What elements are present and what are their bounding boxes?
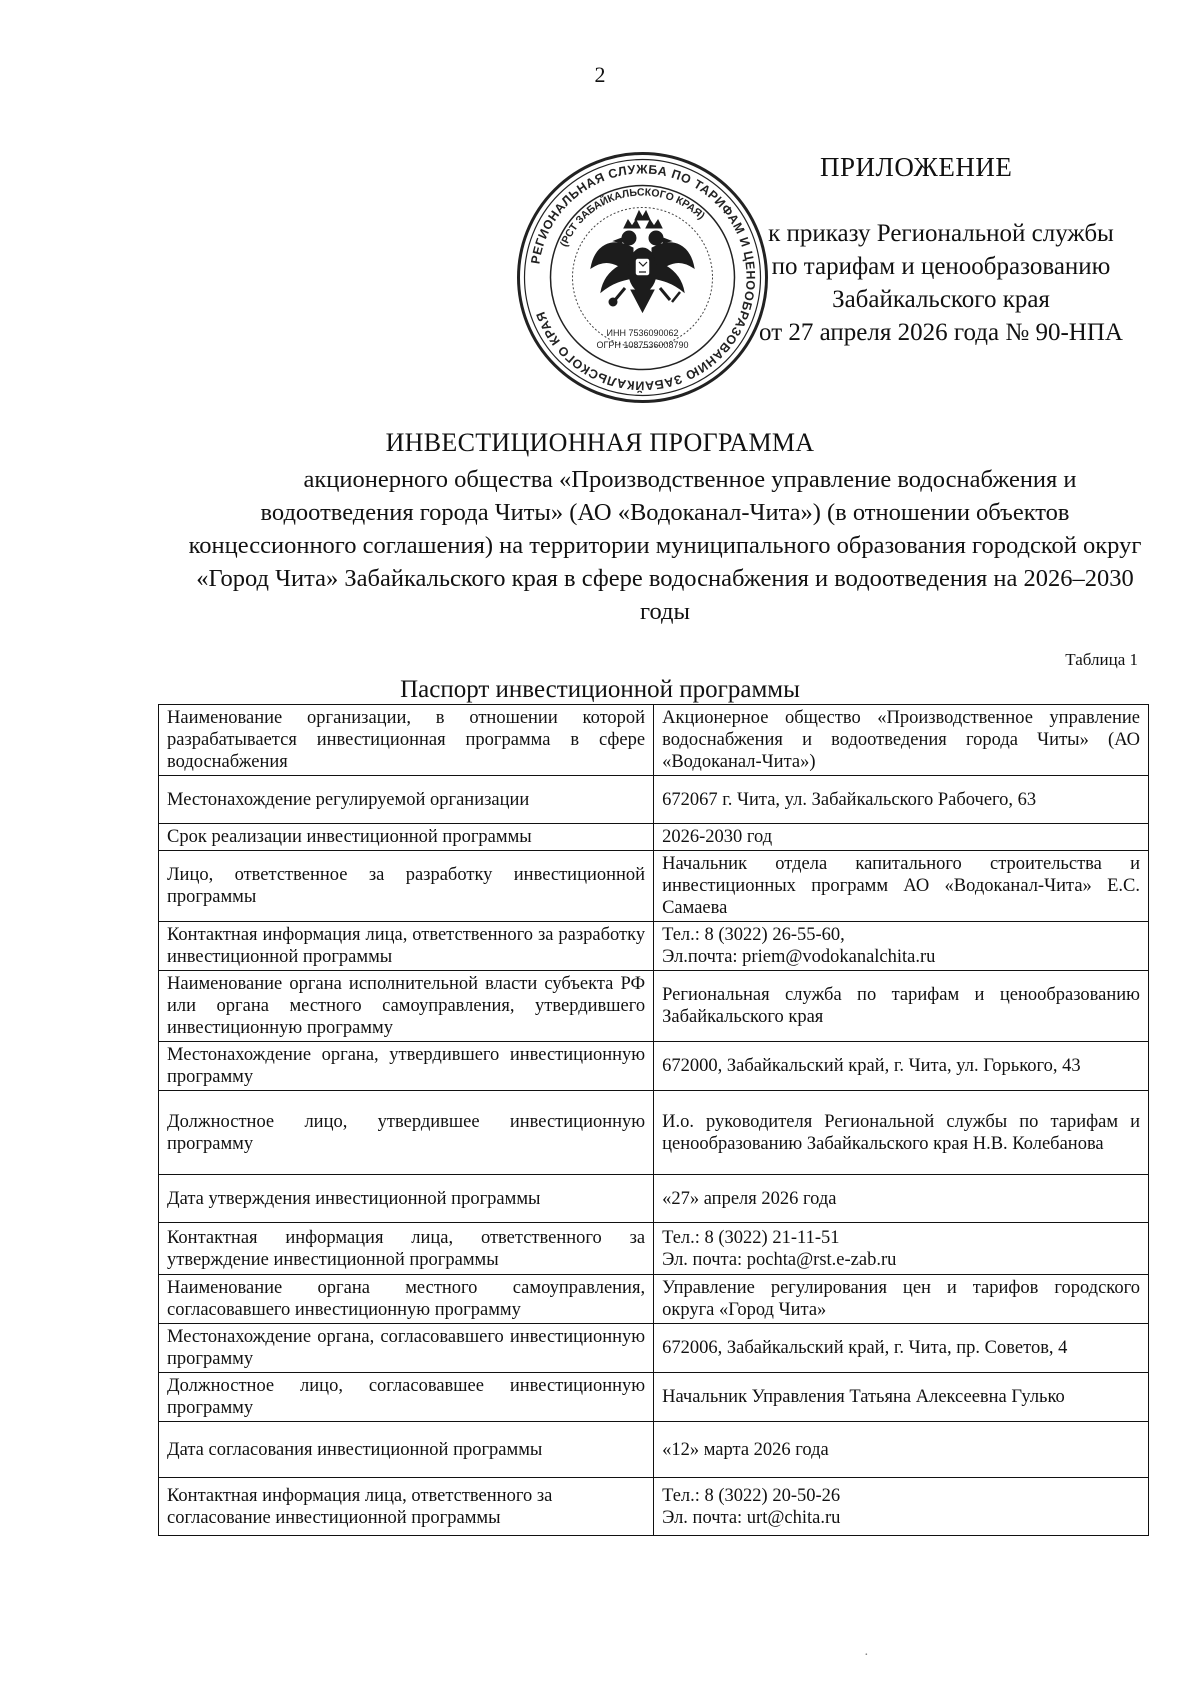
row-value: 672000, Забайкальский край, г. Чита, ул. Горького, 43 [654, 1042, 1149, 1091]
row-value: И.о. руководителя Региональной службы по тарифам и ценообразованию Забайкальского края Н.В. Колебанова [654, 1091, 1149, 1175]
row-label: Дата утверждения инвестиционной программы [159, 1175, 654, 1223]
document-subtitle: акционерного общества «Производственное управление водоснабжения и водоотведения города Читы» (АО «Водоканал-Чита») (в отношении объектов концессионного соглашения) на территории муниципального образования городской округ «Город Чита» Забайкальского края в сфере водоснабжения и водоотведения на 2026–2030 годы [188, 466, 1142, 625]
row-value: Начальник отдела капитального строительства и инвестиционных программ АО «Водоканал-Чита» Е.С. Самаева [654, 851, 1149, 922]
table-row [159, 1091, 1149, 1175]
table-row [159, 1223, 1149, 1275]
table-row [159, 824, 1149, 851]
row-value: 672006, Забайкальский край, г. Чита, пр. Советов, 4 [654, 1324, 1149, 1373]
appendix-line-2: по тарифам и ценообразованию [771, 253, 1111, 280]
row-label: Местонахождение органа, утвердившего инвестиционную программу [159, 1042, 654, 1091]
appendix-line-1: к приказу Региональной службы [768, 220, 1114, 247]
table-caption: Паспорт инвестиционной программы [400, 676, 800, 703]
row-value: Акционерное общество «Производственное управление водоснабжения и водоотведения города Читы» (АО «Водоканал-Чита») [654, 705, 1149, 776]
table-row [159, 1175, 1149, 1223]
appendix-line-4: от 27 апреля 2026 года № 90-НПА [759, 319, 1123, 346]
row-value: Региональная служба по тарифам и ценообразованию Забайкальского края [654, 971, 1149, 1042]
row-value: 672067 г. Чита, ул. Забайкальского Рабочего, 63 [654, 776, 1149, 824]
row-label: Должностное лицо, утвердившее инвестиционную программу [159, 1091, 654, 1175]
row-value: Тел.: 8 (3022) 21-11-51 Эл. почта: pochta@rst.e-zab.ru [654, 1223, 1149, 1275]
stamp-outer-text: РЕГИОНАЛЬНАЯ СЛУЖБА ПО ТАРИФАМ И ЦЕНООБРАЗОВАНИЮ ЗАБАЙКАЛЬСКОГО КРАЯ [528, 162, 758, 393]
row-value: 2026-2030 год [654, 824, 1149, 851]
row-value: «12» марта 2026 года [654, 1422, 1149, 1478]
row-label: Наименование организации, в отношении которой разрабатывается инвестиционная программа в сфере водоснабжения [159, 705, 654, 776]
table-row [159, 1275, 1149, 1324]
row-value: Начальник Управления Татьяна Алексеевна Гулько [654, 1373, 1149, 1422]
row-value: Тел.: 8 (3022) 20-50-26 Эл. почта: urt@chita.ru [654, 1478, 1149, 1536]
stamp-inner-text: (РСТ ЗАБАЙКАЛЬСКОГО КРАЯ) [557, 186, 708, 249]
eagle-emblem-icon [591, 211, 694, 312]
table-row [159, 1324, 1149, 1373]
row-label: Контактная информация лица, ответственного за утверждение инвестиционной программы [159, 1223, 654, 1275]
row-label: Местонахождение органа, согласовавшего инвестиционную программу [159, 1324, 654, 1373]
row-value: «27» апреля 2026 года [654, 1175, 1149, 1223]
table-row [159, 922, 1149, 971]
row-label: Контактная информация лица, ответственного за согласование инвестиционной программы [159, 1478, 654, 1536]
row-label: Срок реализации инвестиционной программы [159, 824, 654, 851]
table-row [159, 971, 1149, 1042]
table-row [159, 851, 1149, 922]
table-row [159, 1042, 1149, 1091]
appendix-title: ПРИЛОЖЕНИЕ [820, 152, 1013, 182]
row-label: Наименование органа местного самоуправления, согласовавшего инвестиционную программу [159, 1275, 654, 1324]
page-number: 2 [594, 62, 606, 87]
table-row [159, 1373, 1149, 1422]
document-title: ИНВЕСТИЦИОННАЯ ПРОГРАММА [385, 428, 815, 457]
row-label: Лицо, ответственное за разработку инвестиционной программы [159, 851, 654, 922]
appendix-line-3: Забайкальского края [832, 286, 1050, 313]
row-label: Контактная информация лица, ответственного за разработку инвестиционной программы [159, 922, 654, 971]
row-label: Должностное лицо, согласовавшее инвестиционную программу [159, 1373, 654, 1422]
stamp-inn: ИНН 7536090062 [606, 328, 679, 338]
passport-table [158, 704, 1149, 1536]
row-value: Управление регулирования цен и тарифов городского округа «Город Чита» [654, 1275, 1149, 1324]
row-label: Дата согласования инвестиционной программы [159, 1422, 654, 1478]
table-row [159, 776, 1149, 824]
table-row [159, 1422, 1149, 1478]
table-row [159, 1478, 1149, 1536]
table-row [159, 705, 1149, 776]
stamp-ogrn: ОГРН 1087536008790 [596, 340, 689, 350]
table-number: Таблица 1 [1065, 650, 1138, 669]
scan-mark: · [864, 1648, 869, 1663]
row-label: Местонахождение регулируемой организации [159, 776, 654, 824]
row-value: Тел.: 8 (3022) 26-55-60, Эл.почта: priem@vodokanalchita.ru [654, 922, 1149, 971]
row-label: Наименование органа исполнительной власти субъекта РФ или органа местного самоуправления, утвердившего инвестиционную программу [159, 971, 654, 1042]
